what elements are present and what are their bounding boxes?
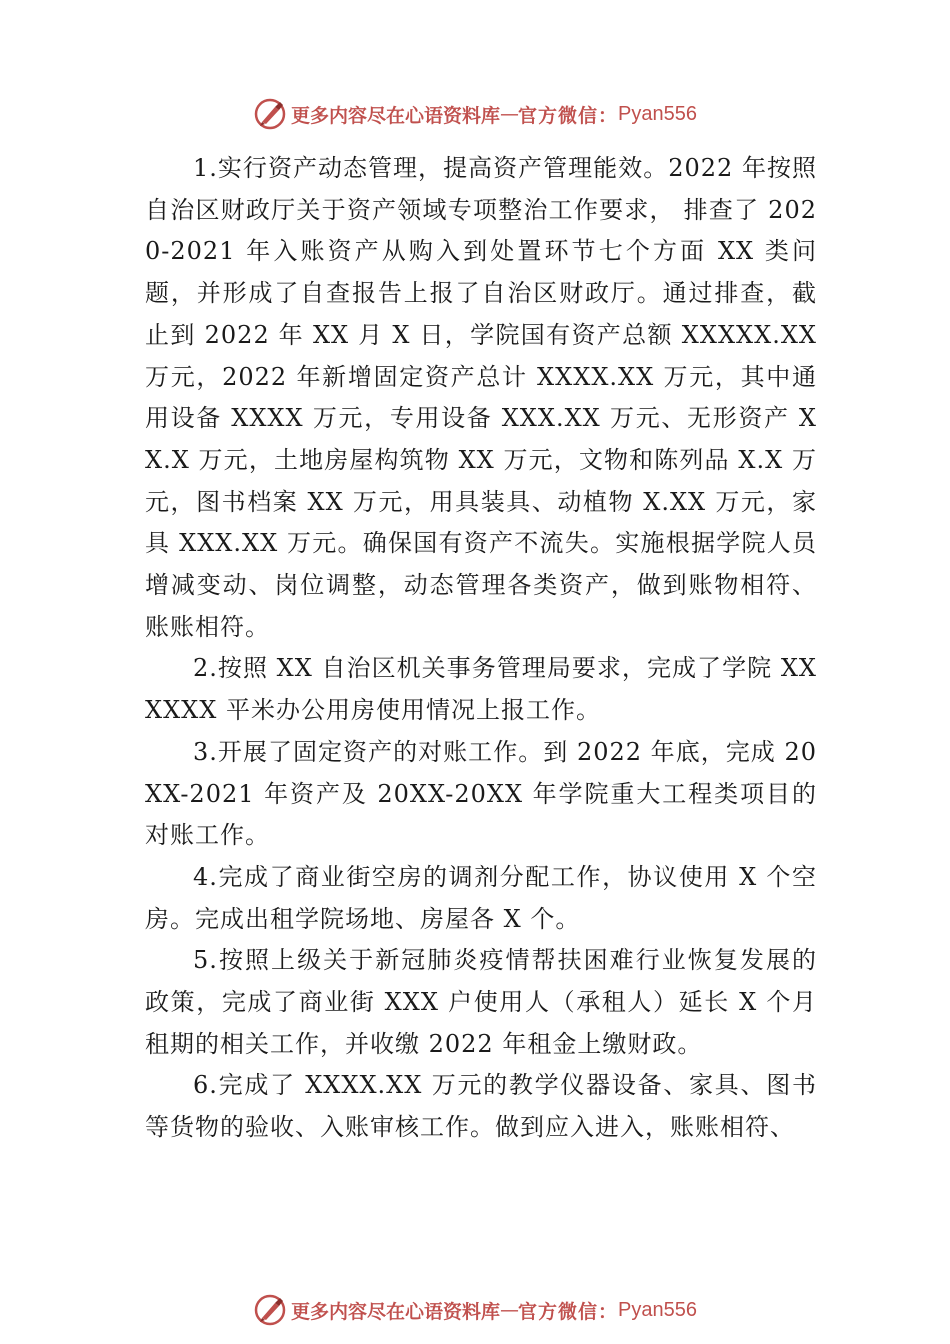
paragraph-4: 4.完成了商业街空房的调剂分配工作，协议使用 X 个空房。完成出租学院场地、房屋各 X 个。	[145, 862, 817, 933]
pen-logo-icon	[253, 97, 287, 131]
banner-separator: —	[500, 103, 519, 125]
paragraph-1: 1.实行资产动态管理，提高资产管理能效。2022 年按照自治区财政厅关于资产领域专项整治工作要求， 排查了 2020-2021 年入账资产从购入到处置环节七个方面 XX 类问题，并形成了自查报告上报了自治区财政厅。通过排查，截止到 2022 年 XX 月 X 日，学院国有资产总额 XXXXX.XX 万元，2022 年新增固定资产总计 XXXX.XX 万元，其中通用设备 XXXX 万元，专用设备 XXX.XX 万元、无形资产 XX.X 万元，土地房屋构筑物 XX 万元，文物和陈列品 X.X 万元，图书档案 XX 万元，用具装具、动植物 X.XX 万元，家具 XXX.XX 万元。确保国有资产不流失。实施根据学院人员增减变动、岗位调整，动态管理各类资产，做到账物相符、账账相符。	[145, 154, 817, 641]
banner-separator: —	[500, 1299, 519, 1321]
banner-brand: 更多内容尽在心语资料库	[291, 104, 501, 127]
paragraph-2: 2.按照 XX 自治区机关事务管理局要求，完成了学院 XXXXXX 平米办公用房使用情况上报工作。	[145, 654, 817, 725]
paragraph-5: 5.按照上级关于新冠肺炎疫情帮扶困难行业恢复发展的政策，完成了商业街 XXX 户使用人（承租人）延长 X 个月租期的相关工作，并收缴 2022 年租金上缴财政。	[145, 946, 817, 1058]
banner-wechat-label: 官方微信：	[518, 104, 619, 127]
banner-wechat-label: 官方微信：	[518, 1300, 619, 1323]
banner-wechat-id: Pyan556	[618, 1298, 697, 1321]
paragraph-3: 3.开展了固定资产的对账工作。到 2022 年底，完成 20XX-2021 年资产及 20XX-20XX 年学院重大工程类项目的对账工作。	[145, 737, 817, 850]
header-banner	[0, 94, 950, 134]
paragraph-6: 6.完成了 XXXX.XX 万元的教学仪器设备、家具、图书等货物的验收、入账审核工作。做到应入进入，账账相符、	[145, 1071, 817, 1142]
document-body	[145, 148, 817, 1149]
banner-wechat-id: Pyan556	[618, 102, 697, 125]
banner-brand: 更多内容尽在心语资料库	[291, 1300, 501, 1323]
pen-logo-icon	[253, 1293, 287, 1327]
footer-banner	[0, 1290, 950, 1330]
